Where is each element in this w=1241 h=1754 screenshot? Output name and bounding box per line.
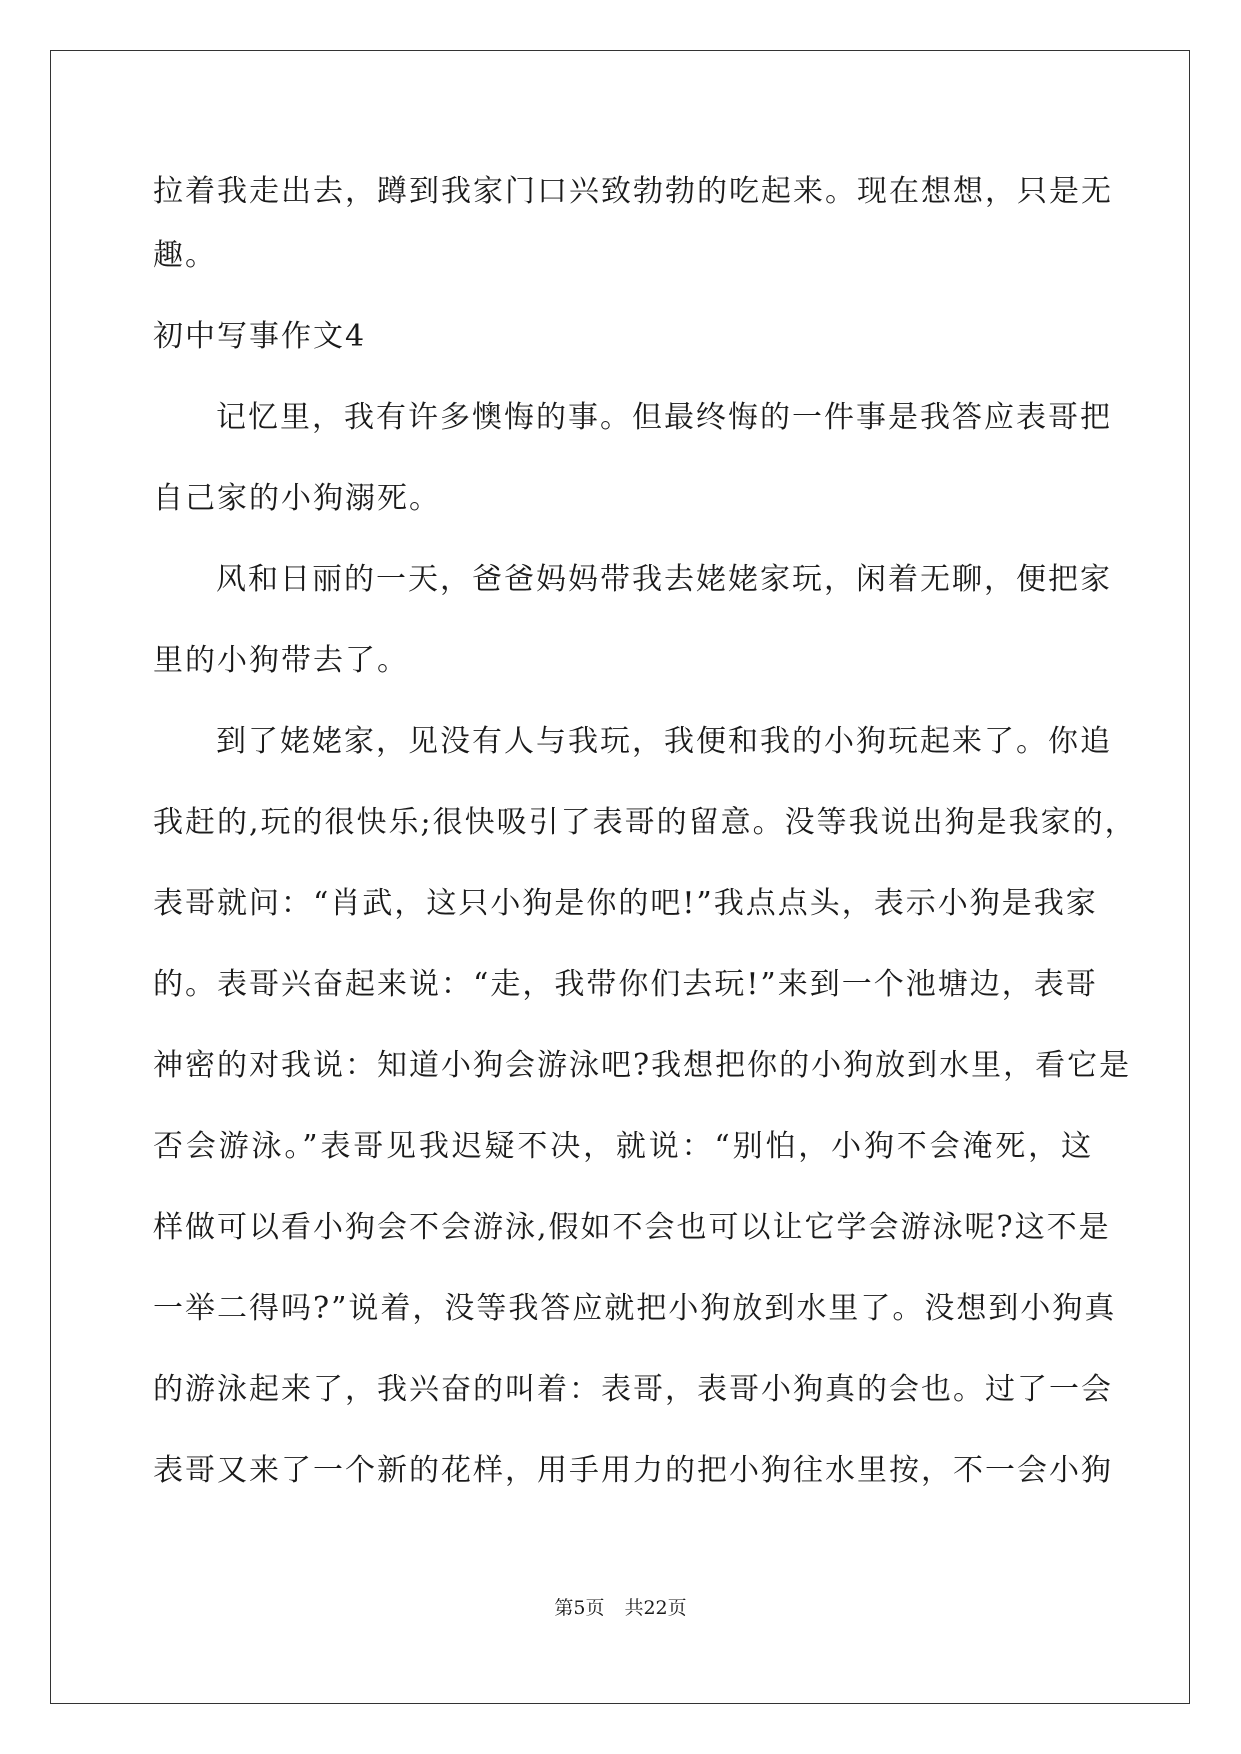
- text-line: 到了姥姥家，见没有人与我玩，我便和我的小狗玩起来了。你追: [216, 724, 1112, 759]
- text-line: 一举二得吗?”说着，没等我答应就把小狗放到水里了。没想到小狗真: [153, 1291, 1117, 1326]
- text-line: 里的小狗带去了。: [153, 643, 409, 678]
- page-footer: [0, 1596, 1241, 1620]
- text-line: 自己家的小狗溺死。: [153, 481, 441, 516]
- text-line: 的。表哥兴奋起来说：“走，我带你们去玩!”来到一个池塘边，表哥: [153, 967, 1098, 1002]
- section-heading: 初中写事作文4: [153, 319, 367, 354]
- page-number-total: 共22页: [624, 1597, 687, 1619]
- text-line: 记忆里，我有许多懊悔的事。但最终悔的一件事是我答应表哥把: [216, 400, 1112, 435]
- text-line: 否会游泳。”表哥见我迟疑不决，就说：“别怕，小狗不会淹死，这: [153, 1129, 1093, 1164]
- text-line: 我赶的,玩的很快乐;很快吸引了表哥的留意。没等我说出狗是我家的，: [153, 805, 1137, 840]
- text-line: 风和日丽的一天，爸爸妈妈带我去姥姥家玩，闲着无聊，便把家: [216, 562, 1112, 597]
- text-line: 趣。: [153, 238, 217, 273]
- text-line: 的游泳起来了，我兴奋的叫着：表哥，表哥小狗真的会也。过了一会: [153, 1372, 1113, 1407]
- text-line: 表哥就问：“肖武，这只小狗是你的吧!”我点点头，表示小狗是我家: [153, 886, 1098, 921]
- text-line: 拉着我走出去，蹲到我家门口兴致勃勃的吃起来。现在想想，只是无: [153, 174, 1113, 209]
- text-line: 样做可以看小狗会不会游泳,假如不会也可以让它学会游泳呢?这不是: [153, 1210, 1111, 1245]
- page-number-current: 第5页: [554, 1597, 605, 1619]
- text-line: 神密的对我说：知道小狗会游泳吧?我想把你的小狗放到水里，看它是: [153, 1048, 1132, 1083]
- text-line: 表哥又来了一个新的花样，用手用力的把小狗往水里按，不一会小狗: [153, 1453, 1113, 1488]
